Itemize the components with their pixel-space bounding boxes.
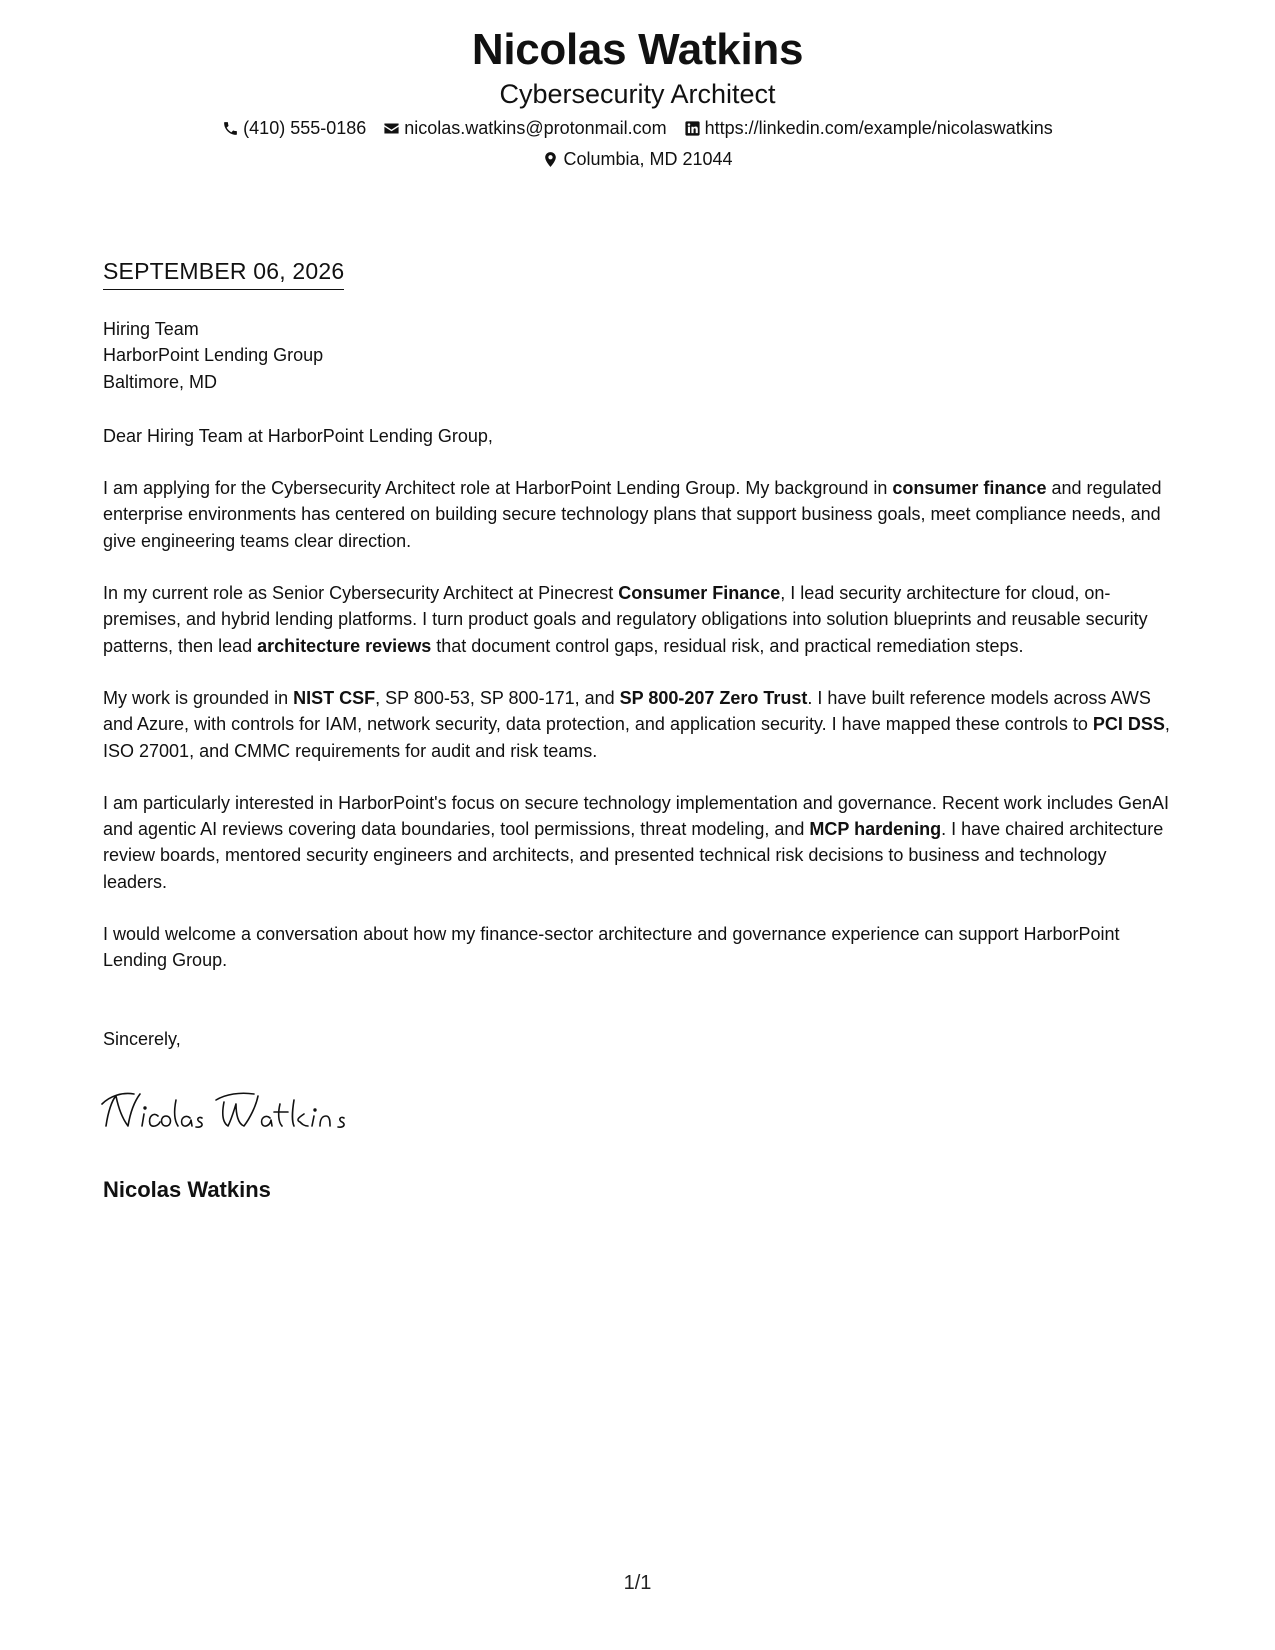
recipient-line: Baltimore, MD <box>103 371 218 392</box>
emphasis-text: MCP hardening <box>809 819 942 840</box>
applicant-title: Cybersecurity Architect <box>499 79 776 109</box>
paragraph-text: , I lead security architecture for cloud, on-premises, and hybrid lending platforms. I turn product goals and regulatory obligations into solution blueprints and reusable security patterns, then lead <box>103 583 1148 656</box>
paragraph-text: and regulated enterprise environments has centered on building secure technology plans that support business goals, meet compliance needs, and give engineering teams clear direction. <box>103 478 1162 551</box>
recipient-line: HarborPoint Lending Group <box>103 345 324 366</box>
page-number: 1/1 <box>623 1572 652 1594</box>
paragraph-text: , SP 800-53, SP 800-171, and <box>375 687 620 708</box>
letter-paragraph <box>103 685 1175 764</box>
paragraph-text: , ISO 27001, and CMMC requirements for audit and risk teams. <box>103 714 1170 761</box>
location-row <box>0 147 1275 171</box>
letter-paragraph <box>103 580 1175 659</box>
signature-graphic <box>100 1082 420 1142</box>
handwritten-signature <box>100 1082 420 1142</box>
recipient-line: Hiring Team <box>103 319 199 339</box>
emphasis-text: architecture reviews <box>257 635 432 656</box>
letter-paragraph <box>103 475 1175 554</box>
contact-email[interactable] <box>383 116 666 140</box>
envelope-icon <box>383 120 400 137</box>
paragraph-text: . I have chaired architecture review boards, mentored security engineers and architects, and presented technical risk decisions to business and technology leaders. <box>103 819 1164 892</box>
emphasis-text: SP 800-207 Zero Trust <box>619 687 808 708</box>
paragraph-text: . I have built reference models across AWS and Azure, with controls for IAM, network security, data protection, and application security. I have mapped these controls to <box>103 687 1151 735</box>
letter-paragraphs <box>103 475 1175 973</box>
signer-name: Nicolas Watkins <box>103 1177 271 1202</box>
email-text[interactable]: nicolas.watkins@protonmail.com <box>404 118 667 138</box>
paragraph-text: My work is grounded in <box>103 687 294 708</box>
map-pin-icon <box>542 151 559 168</box>
location-text: Columbia, MD 21044 <box>563 149 733 169</box>
letter-date: SEPTEMBER 06, 2026 <box>103 256 344 290</box>
letter-paragraph <box>103 790 1175 895</box>
contact-phone <box>222 116 366 140</box>
phone-icon <box>222 120 239 137</box>
recipient-block <box>103 316 1175 395</box>
salutation: Dear Hiring Team at HarborPoint Lending Group, <box>103 425 493 446</box>
paragraph-text: In my current role as Senior Cybersecurity Architect at Pinecrest <box>103 583 619 604</box>
contact-location <box>542 147 732 171</box>
emphasis-text: NIST CSF <box>293 687 376 708</box>
paragraph-text: I am particularly interested in HarborPoint's focus on secure technology implementation and governance. Recent work includes GenAI and agentic AI reviews covering data boundaries, tool permissions, threat modeling, and <box>103 792 1169 840</box>
phone-text: (410) 555-0186 <box>243 118 367 138</box>
contact-row <box>0 116 1275 140</box>
paragraph-text: I am applying for the Cybersecurity Architect role at HarborPoint Lending Group. My background in <box>103 478 893 499</box>
emphasis-text: Consumer Finance <box>618 583 781 604</box>
letter-header <box>0 24 1275 171</box>
letter-body <box>103 316 1175 1052</box>
date-block <box>103 256 344 290</box>
paragraph-text: I would welcome a conversation about how my finance-sector architecture and governance experience can support HarborPoint Lending Group. <box>103 924 1120 971</box>
linkedin-text[interactable]: https://linkedin.com/example/nicolaswatkins <box>704 118 1053 138</box>
emphasis-text: consumer finance <box>892 478 1047 499</box>
contact-linkedin[interactable] <box>684 116 1053 140</box>
paragraph-text: that document control gaps, residual risk, and practical remediation steps. <box>431 635 1024 656</box>
emphasis-text: PCI DSS <box>1092 714 1165 735</box>
closing: Sincerely, <box>103 1028 181 1049</box>
linkedin-icon <box>684 120 701 137</box>
applicant-name: Nicolas Watkins <box>471 25 804 74</box>
letter-paragraph <box>103 921 1175 974</box>
